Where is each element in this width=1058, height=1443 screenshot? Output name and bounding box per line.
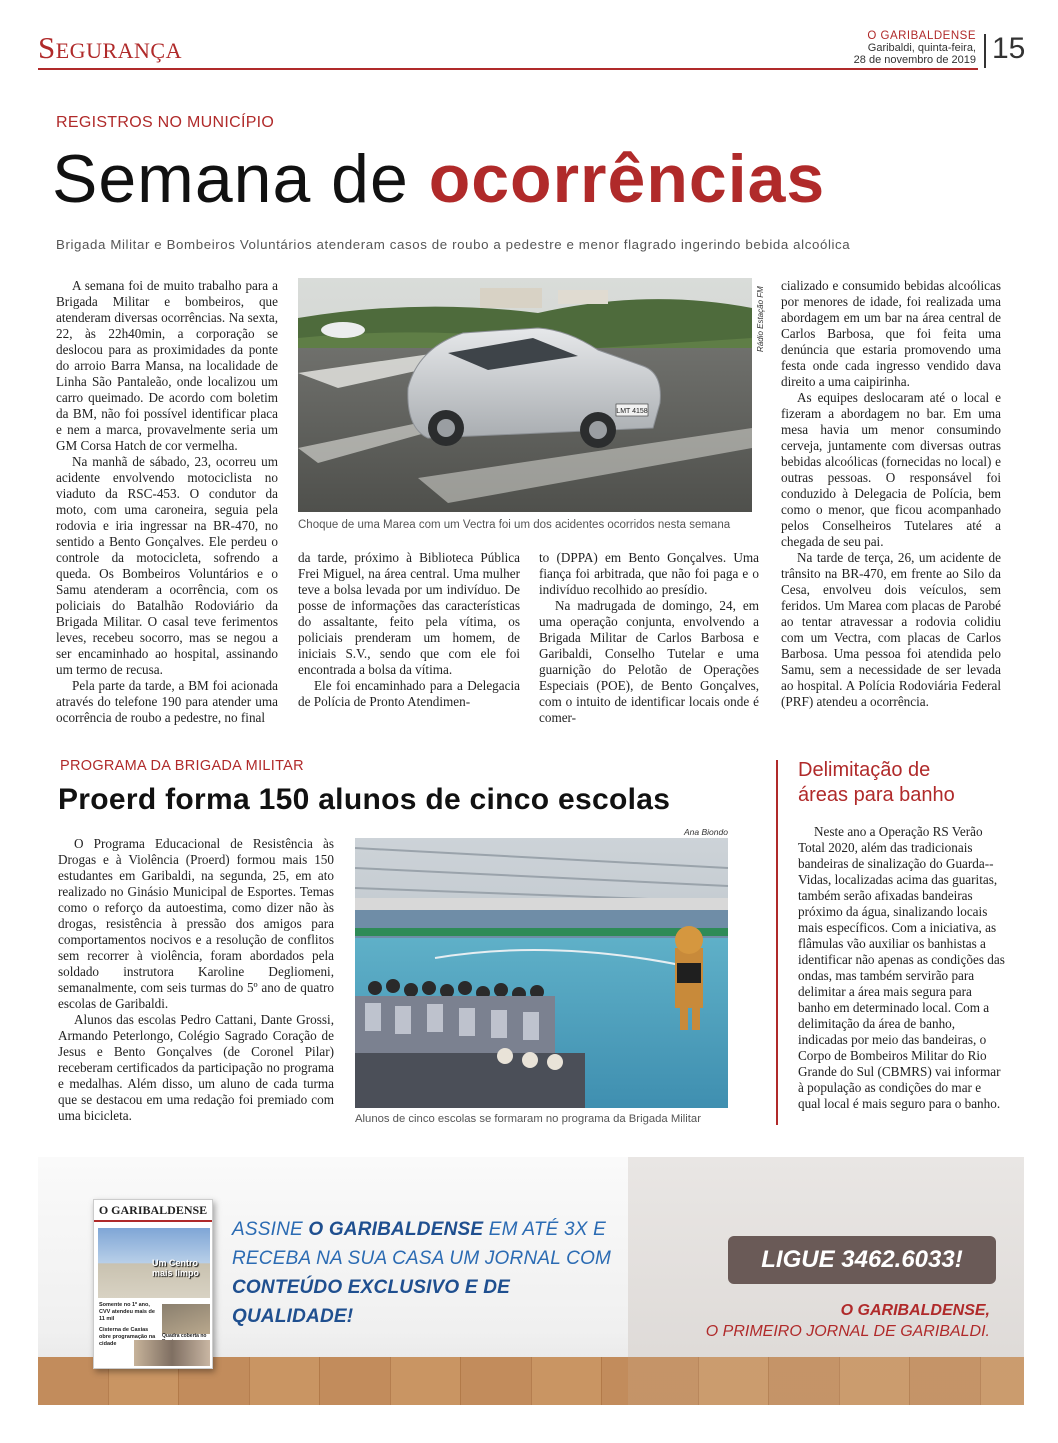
- paragraph: cializado e consumido bebidas alcoólicas por menores de idade, foi realizada uma abordagem em um bar na área central de Carlos Barbosa, que foi feita uma denúncia que estaria promovendo uma festa onde cada ingresso vendido dava direito a uma caipirinha.: [781, 278, 1001, 389]
- mini-text-1: Somente no 1º ano, CVV atendeu mais de 11 mil: [99, 1302, 155, 1322]
- masthead: [854, 30, 976, 66]
- sidebar-title-line-2: áreas para banho: [798, 784, 955, 806]
- ad-line-3-text: CONTEÚDO EXCLUSIVO E DE QUALIDADE!: [232, 1277, 511, 1327]
- ad-line-1a: ASSINE: [232, 1219, 309, 1240]
- ad-floor-right: [628, 1357, 1024, 1405]
- story1-kicker: REGISTROS NO MUNICÍPIO: [56, 114, 275, 131]
- page-divider: [984, 34, 986, 68]
- story1-column-2: [298, 550, 520, 710]
- headline-part-2: ocorrências: [428, 141, 826, 217]
- paragraph: O Programa Educacional de Resistência às Drogas e à Violência (Proerd) formou mais 150 estudantes em Garibaldi, na segunda, 25, em ato realizado no Ginásio Municipal de Esportes. Temas como o reforço da autoestima, como dizer não às drogas, resistência à pressão dos amigos para comportamentos nocivos e a resolução de conflitos sem recorrer à violência, foram abordados pela soldado instrutora Karoline Degliomeni, semanalmente, com seis turmas do 5º ano de quatro escolas de Garibaldi.: [58, 836, 334, 1011]
- dateline-1: Garibaldi, quinta-feira,: [867, 42, 976, 54]
- call-phone-button[interactable]: LIGUE 3462.6033!: [728, 1236, 996, 1284]
- paragraph: As equipes deslocaram até o local e fizeram a abordagem no bar. Em uma mesa havia um menor consumindo cerveja, juntamente com diversas outras bebidas alcoólicas (fornecidas no local) e outras pessoas. O responsável foi conduzido à Delegacia de Polícia, bem como o menor, que ficou acompanhado pelos Conselheiros Tutelares até a chegada de seu pai.: [781, 390, 1001, 549]
- story2-body: [58, 836, 334, 1124]
- story1-subtitle: Brigada Militar e Bombeiros Voluntários atenderam casos de roubo a pedestre e menor flagrado ingerindo bebida alcoólica: [56, 237, 851, 252]
- sidebar-accent-rule: [776, 760, 778, 1125]
- paper-name: O GARIBALDENSE: [867, 30, 976, 42]
- ceremony-illustration: [355, 838, 728, 1108]
- paragraph: Pela parte da tarde, a BM foi acionada através do telefone 190 para atender uma ocorrência de roubo a pedestre, no final: [56, 678, 278, 725]
- car-photo-caption: Choque de uma Marea com um Vectra foi um dos acidentes ocorridos nesta semana: [298, 519, 731, 531]
- car-accident-photo: [298, 278, 752, 512]
- ad-tagline: [706, 1300, 990, 1342]
- story1-headline: [52, 140, 825, 218]
- ad-line-1b: O GARIBALDENSE: [308, 1219, 484, 1240]
- sidebar-title-line-1: Delimitação de: [798, 759, 931, 781]
- mini-masthead: O GARIBALDENSE: [94, 1203, 212, 1222]
- ad-tagline-2: O PRIMEIRO JORNAL DE GARIBALDI.: [705, 1323, 990, 1340]
- mini-photo-2: [162, 1304, 210, 1334]
- sidebar-body: [798, 824, 1006, 1112]
- story2-headline: Proerd forma 150 alunos de cinco escolas: [58, 783, 671, 816]
- paragraph: Na tarde de terça, 26, um acidente de trânsito na BR-470, em frente ao Silo da Cesa, envolveu dois veículos, sem feridos. Um Marea com placas de Parobé ao tentar atravessar a rodovia colidiu com um Vectra, com placas de Carlos Barbosa. Uma pessoa foi atendida pelo Samu, sem a necessidade de ser levada ao hospital. A Polícia Rodoviária Federal (PRF) atendeu a ocorrência.: [781, 550, 1001, 709]
- paragraph: A semana foi de muito trabalho para a Brigada Militar e bombeiros, que atenderam diversas ocorrências. Na sexta, 22, às 22h40min, a corporação se deslocou para as proximidades da ponte do arroio Barra Mansa, na localidade de Linha São Pantaleão, onde localizou um carro queimado. De acordo com boletim da BM, não foi possível identificar placa e nem a marca, provavelmente seria um GM Corsa Hatch de cor vermelha.: [56, 278, 278, 453]
- paragraph: Alunos das escolas Pedro Cattani, Dante Grossi, Armando Peterlongo, Colégio Sagrado Coração de Jesus e Bento Gonçalves (de Coronel Pilar) receberam certificados da participação no programa e medalhas. Além disso, um aluno de cada turma que se destacou em uma redação foi premiado com uma bicicleta.: [58, 1012, 334, 1123]
- license-plate: LMT 4158: [616, 408, 648, 415]
- subscription-ad[interactable]: [38, 1157, 1024, 1405]
- car-accident-illustration: [298, 278, 752, 512]
- paragraph: Ele foi encaminhado para a Delegacia de Polícia de Pronto Atendimen-: [298, 678, 520, 709]
- mini-photo-3: [134, 1340, 210, 1366]
- ad-line-3: [232, 1273, 632, 1331]
- story2-kicker: PROGRAMA DA BRIGADA MILITAR: [60, 758, 304, 774]
- ad-copy: [232, 1215, 632, 1331]
- paragraph: Na manhã de sábado, 23, ocorreu um acidente envolvendo motociclista no viaduto da RSC-453. O condutor da moto, com uma caroneira, seguia pela rodovia e iria ingressar na BR-470, no sentido a Bento Gonçalves. Ele perdeu o controle da motocicleta, sofrendo a queda. Os Bombeiros Voluntários e o Samu atenderam a ocorrência, com os policiais do Batalhão Rodoviário da Brigada Militar. O casal teve ferimentos leves, recebeu socorro, mas se negou a ser encaminhado ao hospital, assinando um termo de recusa.: [56, 454, 278, 677]
- ceremony-photo-caption: Alunos de cinco escolas se formaram no programa da Brigada Militar: [355, 1113, 701, 1125]
- story1-column-4: [781, 278, 1001, 710]
- section-rule: [38, 68, 978, 70]
- page-number: 15: [992, 32, 1026, 65]
- newspaper-cover-thumbnail: [93, 1199, 213, 1369]
- mini-text-2: Cisterna de Caxias obre programação na cidade: [99, 1327, 156, 1347]
- mini-text-3: Quadra coberta no: [162, 1333, 207, 1339]
- paragraph: to (DPPA) em Bento Gonçalves. Uma fiança foi arbitrada, que não foi paga e o indivíduo recolhido ao presídio.: [539, 550, 759, 597]
- ad-line-1: [232, 1215, 632, 1244]
- paragraph: da tarde, próximo à Biblioteca Pública Frei Miguel, na área central. Uma mulher teve a bolsa levada por um indivíduo. De posse de informações das características do assaltante, feito pela vítima, os policiais prenderam um homem, de iniciais S.V., sendo que com ele foi encontrada a bolsa da vítima.: [298, 550, 520, 677]
- proerd-ceremony-photo: [355, 838, 728, 1108]
- ceremony-photo-credit: Ana Biondo: [684, 827, 728, 837]
- mini-headline: Um Centro mais limpo: [152, 1258, 200, 1278]
- story1-column-3: [539, 550, 759, 726]
- car-photo-credit: Rádio Estação FM: [756, 286, 765, 352]
- paragraph: Na madrugada de domingo, 24, em uma operação conjunta, envolvendo a Brigada Militar de Carlos Barbosa e Garibaldi, Conselho Tutelar e uma guarnição do Pelotão de Operações Especiais (POE), de Bento Gonçalves, com o intuito de identificar locais onde é comer-: [539, 598, 759, 725]
- sidebar-title: [798, 758, 955, 808]
- dateline-2: 28 de novembro de 2019: [853, 54, 976, 66]
- headline-part-1: Semana de: [52, 141, 429, 217]
- story1-column-1: [56, 278, 278, 726]
- section-name: Segurança: [38, 30, 182, 65]
- paragraph: Neste ano a Operação RS Verão Total 2020, além das tradicionais bandeiras de sinalização do Guarda--Vidas, localizadas acima das guaritas, também serão afixadas bandeiras próximo da água, sinalizando locais mais específicos. Com a iniciativa, as flâmulas vão auxiliar os banhistas a identificar não apenas as condições das ondas, mas também servirão para delimitar a área mais segura para banho em determinado local. Com a delimitação da área de banho, indicadas por meio das bandeiras, o Corpo de Bombeiros Militar do Rio Grande do Sul (CBMRS) vai informar à população as condições do mar e qual local é mais seguro para o banho.: [798, 824, 1005, 1111]
- ad-tagline-1: O GARIBALDENSE,: [840, 1302, 990, 1319]
- ad-line-1c: EM ATÉ 3X E: [483, 1219, 607, 1240]
- ad-line-2: RECEBA NA SUA CASA UM JORNAL COM: [232, 1248, 612, 1269]
